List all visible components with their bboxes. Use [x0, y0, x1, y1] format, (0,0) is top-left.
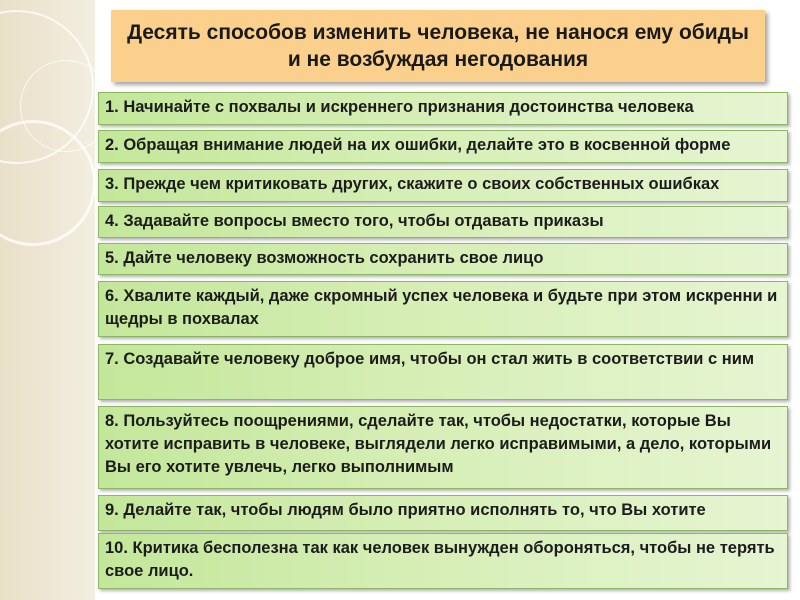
slide-title: Десять способов изменить человека, не нанося ему обиды и не возбуждая негодования — [127, 21, 749, 71]
list-item-text: 6. Хвалите каждый, даже скромный успех человека и будьте при этом искренни и щедры в похвалах — [105, 287, 778, 328]
list-item-text: 5. Дайте человеку возможность сохранить свое лицо — [105, 249, 544, 267]
list-item-text: 9. Делайте так, чтобы людям было приятно исполнять то, что Вы хотите — [105, 501, 706, 519]
list-item-text: 1. Начинайте с похвалы и искреннего признания достоинства человека — [105, 98, 694, 116]
list-item-text: 7. Создавайте человеку доброе имя, чтобы он стал жить в соответствии с ним — [105, 350, 755, 368]
list-item-4 — [98, 206, 788, 238]
list-item-text: 2. Обращая внимание людей на их ошибки, делайте это в косвенной форме — [105, 136, 731, 154]
list-item-text: 8. Пользуйтесь поощрениями, сделайте так, чтобы недостатки, которые Вы хотите исправить в человеке, выглядели легко исправимыми, а дело, которыми Вы его хотите увлечь, легко выполнимым — [105, 412, 772, 476]
list-item-text: 3. Прежде чем критиковать других, скажите о своих собственных ошибках — [105, 175, 720, 193]
decorative-left-band — [0, 0, 95, 600]
slide-title-box — [111, 10, 765, 82]
list-item-10 — [98, 533, 788, 589]
list-item-3 — [98, 169, 788, 202]
list-item-6 — [98, 281, 788, 337]
list-item-text: 10. Критика бесполезна так как человек вынужден обороняться, чтобы не терять свое лицо. — [105, 539, 775, 580]
list-item-2 — [98, 130, 788, 163]
list-item-text: 4. Задавайте вопросы вместо того, чтобы отдавать приказы — [105, 212, 604, 230]
list-item-9 — [98, 495, 788, 531]
list-item-7 — [98, 344, 788, 400]
list-item-5 — [98, 243, 788, 275]
list-item-8 — [98, 406, 788, 489]
list-item-1 — [98, 92, 788, 125]
